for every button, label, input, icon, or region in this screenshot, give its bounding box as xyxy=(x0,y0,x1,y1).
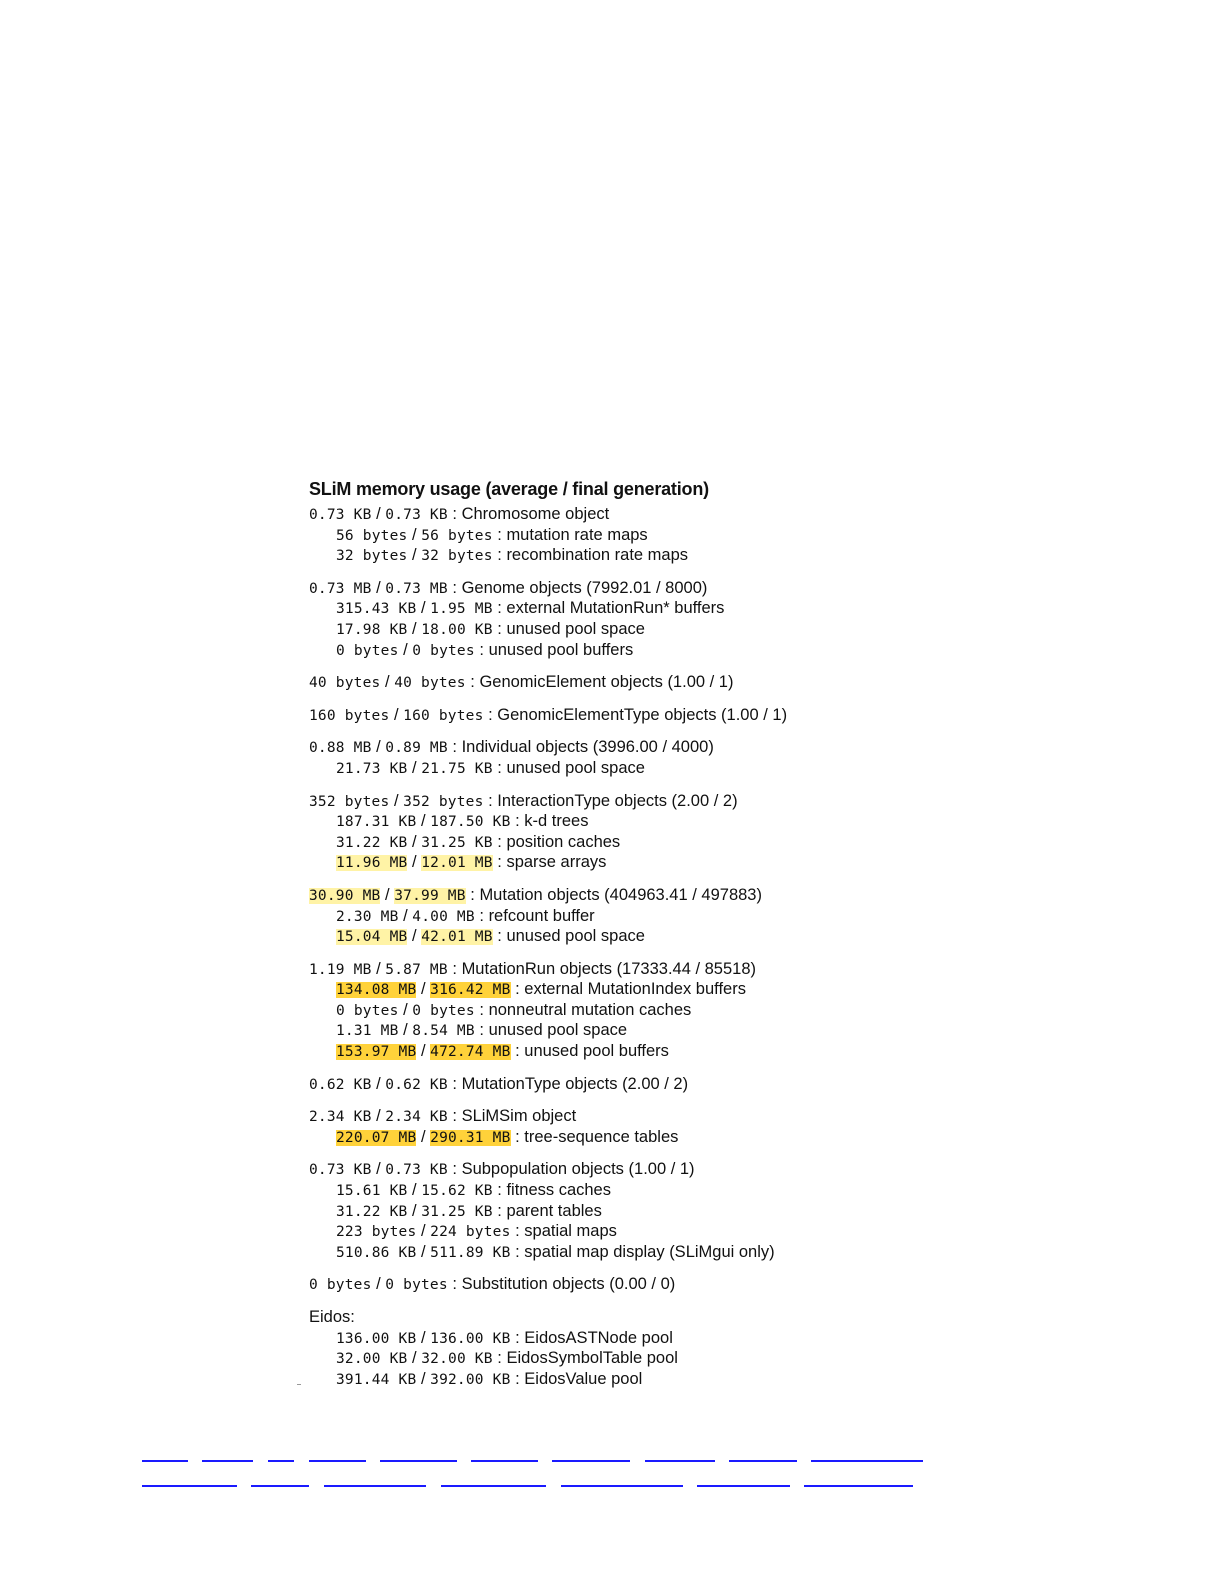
memory-line xyxy=(309,1074,909,1095)
average-value: 0 bytes xyxy=(336,1002,399,1019)
final-value: 42.01 MB xyxy=(421,929,493,946)
label-separator: : xyxy=(492,1349,507,1368)
final-value: 352 bytes xyxy=(403,793,484,810)
value-separator: / xyxy=(416,1222,431,1241)
label-separator: : xyxy=(483,705,498,724)
footer-link[interactable] xyxy=(811,1460,923,1462)
memory-group xyxy=(309,791,909,873)
memory-subline xyxy=(309,1041,909,1062)
average-value: 40 bytes xyxy=(309,675,381,692)
value-separator: / xyxy=(371,505,386,523)
memory-group xyxy=(309,672,909,693)
label-separator: : xyxy=(465,885,480,904)
final-value: 31.25 KB xyxy=(421,1203,493,1220)
final-value: 15.62 KB xyxy=(421,1183,493,1200)
value-separator: / xyxy=(389,791,404,810)
average-value: 0.88 MB xyxy=(309,740,372,757)
average-value: 0.73 KB xyxy=(309,1162,372,1179)
average-value: 153.97 MB xyxy=(336,1044,417,1061)
value-separator: / xyxy=(416,599,431,618)
memory-item-description: unused pool buffers xyxy=(524,1042,669,1061)
memory-item-description: EidosValue pool xyxy=(524,1369,643,1388)
memory-item-description: external MutationRun* buffers xyxy=(506,599,725,618)
memory-item-description: unused pool space xyxy=(506,619,645,638)
footer-link[interactable] xyxy=(804,1485,913,1487)
footer-link[interactable] xyxy=(441,1485,546,1487)
memory-subline xyxy=(309,1369,909,1390)
value-separator: / xyxy=(371,1275,386,1294)
footer-link[interactable] xyxy=(324,1485,426,1487)
label-separator: : xyxy=(447,738,462,757)
memory-group xyxy=(309,959,909,1062)
final-value: 4.00 MB xyxy=(412,908,475,925)
memory-item-description: sparse arrays xyxy=(506,853,607,872)
memory-subline xyxy=(309,1221,909,1242)
memory-line xyxy=(309,737,909,758)
value-separator: / xyxy=(416,1242,431,1261)
memory-item-description: parent tables xyxy=(506,1201,602,1220)
average-value: 391.44 KB xyxy=(336,1371,417,1388)
value-separator: / xyxy=(371,959,386,978)
memory-line xyxy=(309,504,909,525)
footer-link[interactable] xyxy=(645,1460,715,1462)
final-value: 8.54 MB xyxy=(412,1023,475,1040)
label-separator: : xyxy=(492,1181,507,1200)
memory-item-description: recombination rate maps xyxy=(506,546,689,565)
memory-subline xyxy=(309,619,909,640)
value-separator: / xyxy=(407,927,422,946)
value-separator: / xyxy=(416,980,431,999)
label-separator: : xyxy=(474,640,489,659)
memory-item-description: mutation rate maps xyxy=(506,525,648,544)
label-separator: : xyxy=(465,673,480,692)
memory-item-description: MutationRun objects (17333.44 / 85518) xyxy=(461,959,757,978)
footer-link[interactable] xyxy=(268,1460,294,1462)
label-separator: : xyxy=(510,1242,525,1261)
value-separator: / xyxy=(407,546,422,565)
average-value: 1.31 MB xyxy=(336,1023,399,1040)
average-value: 0 bytes xyxy=(309,1277,372,1294)
label-separator: : xyxy=(510,1328,525,1347)
label-separator: : xyxy=(510,980,525,999)
memory-item-description: GenomicElementType objects (1.00 / 1) xyxy=(497,705,788,724)
label-separator: : xyxy=(492,546,507,565)
memory-item-description: external MutationIndex buffers xyxy=(524,980,746,999)
label-separator: : xyxy=(474,906,489,925)
final-value: 160 bytes xyxy=(403,707,484,724)
final-value: 0 bytes xyxy=(385,1277,448,1294)
memory-subline xyxy=(309,1020,909,1041)
average-value: 1.19 MB xyxy=(309,961,372,978)
memory-subline xyxy=(309,906,909,927)
average-value: 15.61 KB xyxy=(336,1183,408,1200)
average-value: 0 bytes xyxy=(336,642,399,659)
label-separator: : xyxy=(510,1222,525,1241)
label-separator: : xyxy=(492,599,507,618)
average-value: 187.31 KB xyxy=(336,814,417,831)
final-value: 21.75 KB xyxy=(421,760,493,777)
label-separator: : xyxy=(510,1127,525,1146)
value-separator: / xyxy=(407,1201,422,1220)
memory-line xyxy=(309,578,909,599)
final-value: 136.00 KB xyxy=(430,1330,511,1347)
final-value: 2.34 KB xyxy=(385,1109,448,1126)
memory-subline xyxy=(309,525,909,546)
value-separator: / xyxy=(416,1369,431,1388)
footer-link[interactable] xyxy=(729,1460,797,1462)
memory-item-description: unused pool space xyxy=(488,1021,628,1040)
average-value: 220.07 MB xyxy=(336,1129,417,1146)
memory-item-description: GenomicElement objects (1.00 / 1) xyxy=(479,673,734,692)
memory-group xyxy=(309,578,909,660)
memory-subline xyxy=(309,598,909,619)
value-separator: / xyxy=(416,1127,431,1146)
average-value: 0.73 KB xyxy=(309,507,372,523)
final-value: 316.42 MB xyxy=(430,982,511,999)
label-separator: : xyxy=(510,812,525,831)
memory-item-description: Substitution objects (0.00 / 0) xyxy=(461,1275,676,1294)
final-value: 12.01 MB xyxy=(421,855,493,872)
average-value: 352 bytes xyxy=(309,793,390,810)
final-value: 0.89 MB xyxy=(385,740,448,757)
memory-group xyxy=(309,1274,909,1295)
memory-subline xyxy=(309,811,909,832)
memory-item-description: spatial maps xyxy=(524,1222,617,1241)
final-value: 56 bytes xyxy=(421,527,493,544)
average-value: 15.04 MB xyxy=(336,929,408,946)
final-value: 0 bytes xyxy=(412,642,475,659)
memory-item-description: unused pool space xyxy=(506,927,645,946)
label-separator: : xyxy=(492,832,507,851)
average-value: 21.73 KB xyxy=(336,760,408,777)
final-value: 0.73 MB xyxy=(385,580,448,597)
value-separator: / xyxy=(407,1349,422,1368)
memory-item-description: refcount buffer xyxy=(488,906,595,925)
average-value: 0.73 MB xyxy=(309,580,372,597)
label-separator: : xyxy=(483,791,498,810)
memory-subline xyxy=(309,1180,909,1201)
average-value: 315.43 KB xyxy=(336,601,417,618)
memory-item-description: Genome objects (7992.01 / 8000) xyxy=(461,578,708,597)
memory-item-description: Individual objects (3996.00 / 4000) xyxy=(461,738,714,757)
eidos-group xyxy=(309,1307,909,1389)
footer-link[interactable] xyxy=(380,1460,457,1462)
memory-subline xyxy=(309,1127,909,1148)
average-value: 160 bytes xyxy=(309,707,390,724)
average-value: 32 bytes xyxy=(336,548,408,565)
label-separator: : xyxy=(447,578,462,597)
value-separator: / xyxy=(371,1107,386,1126)
memory-item-description: Subpopulation objects (1.00 / 1) xyxy=(461,1160,695,1179)
memory-subline xyxy=(309,832,909,853)
average-value: 2.34 KB xyxy=(309,1109,372,1126)
memory-group xyxy=(309,1159,909,1262)
footer-link[interactable] xyxy=(142,1485,237,1487)
memory-group xyxy=(309,737,909,778)
label-separator: : xyxy=(492,927,507,946)
memory-group xyxy=(309,705,909,726)
memory-line xyxy=(309,1274,909,1295)
footer-link[interactable] xyxy=(471,1460,538,1462)
memory-item-description: k-d trees xyxy=(524,812,589,831)
value-separator: / xyxy=(398,640,413,659)
memory-item-description: SLiMSim object xyxy=(461,1107,577,1126)
value-separator: / xyxy=(380,673,395,692)
memory-subline xyxy=(309,640,909,661)
memory-line xyxy=(309,791,909,812)
value-separator: / xyxy=(371,1074,386,1093)
average-value: 510.86 KB xyxy=(336,1244,417,1261)
memory-group xyxy=(309,885,909,947)
page-mark xyxy=(297,1384,301,1385)
memory-item-description: InteractionType objects (2.00 / 2) xyxy=(497,791,738,810)
eidos-lines xyxy=(309,1328,909,1390)
memory-item-description: EidosASTNode pool xyxy=(524,1328,673,1347)
final-value: 0 bytes xyxy=(412,1002,475,1019)
label-separator: : xyxy=(492,525,507,544)
memory-item-description: unused pool buffers xyxy=(488,640,634,659)
memory-item-description: unused pool space xyxy=(506,758,645,777)
memory-item-description: position caches xyxy=(506,832,621,851)
value-separator: / xyxy=(416,1042,431,1061)
final-value: 31.25 KB xyxy=(421,834,493,851)
label-separator: : xyxy=(447,1275,462,1294)
final-value: 1.95 MB xyxy=(430,601,493,618)
label-separator: : xyxy=(447,1160,462,1179)
final-value: 40 bytes xyxy=(394,675,466,692)
memory-line xyxy=(309,1159,909,1180)
value-separator: / xyxy=(407,1181,422,1200)
report-title: SLiM memory usage (average / final generation) xyxy=(309,479,709,499)
memory-item-description: fitness caches xyxy=(506,1181,611,1200)
label-separator: : xyxy=(492,853,507,872)
value-separator: / xyxy=(416,812,431,831)
value-separator: / xyxy=(389,705,404,724)
memory-subline xyxy=(309,758,909,779)
average-value: 0.62 KB xyxy=(309,1076,372,1093)
final-value: 18.00 KB xyxy=(421,621,493,638)
final-value: 224 bytes xyxy=(430,1224,511,1241)
final-value: 0.73 KB xyxy=(385,1162,448,1179)
memory-line xyxy=(309,959,909,980)
average-value: 2.30 MB xyxy=(336,908,399,925)
memory-subline xyxy=(309,926,909,947)
label-separator: : xyxy=(474,1021,489,1040)
final-value: 511.89 KB xyxy=(430,1244,511,1261)
footer-link[interactable] xyxy=(309,1460,366,1462)
footer-link[interactable] xyxy=(697,1485,790,1487)
memory-report xyxy=(309,476,909,1401)
label-separator: : xyxy=(447,1107,462,1126)
eidos-label: Eidos: xyxy=(309,1308,355,1326)
value-separator: / xyxy=(371,578,386,597)
label-separator: : xyxy=(492,1201,507,1220)
memory-item-description: spatial map display (SLiMgui only) xyxy=(524,1242,775,1261)
memory-item-description: Chromosome object xyxy=(461,505,610,523)
memory-item-description: tree-sequence tables xyxy=(524,1127,679,1146)
final-value: 32 bytes xyxy=(421,548,493,565)
average-value: 134.08 MB xyxy=(336,982,417,999)
memory-item-description: MutationType objects (2.00 / 2) xyxy=(461,1074,689,1093)
average-value: 30.90 MB xyxy=(309,887,381,904)
average-value: 223 bytes xyxy=(336,1224,417,1241)
memory-subline xyxy=(309,979,909,1000)
value-separator: / xyxy=(398,1021,413,1040)
final-value: 37.99 MB xyxy=(394,887,466,904)
label-separator: : xyxy=(510,1042,525,1061)
value-separator: / xyxy=(407,525,422,544)
final-value: 0.62 KB xyxy=(385,1076,448,1093)
memory-item-description: Mutation objects (404963.41 / 497883) xyxy=(479,885,762,904)
footer-link[interactable] xyxy=(202,1460,253,1462)
memory-subline xyxy=(309,1242,909,1263)
footer-link[interactable] xyxy=(552,1460,630,1462)
final-value: 392.00 KB xyxy=(430,1371,511,1388)
value-separator: / xyxy=(380,885,395,904)
final-value: 0.73 KB xyxy=(385,507,448,523)
final-value: 472.74 MB xyxy=(430,1044,511,1061)
average-value: 31.22 KB xyxy=(336,834,408,851)
value-separator: / xyxy=(398,906,413,925)
average-value: 17.98 KB xyxy=(336,621,408,638)
value-separator: / xyxy=(407,853,422,872)
footer-link[interactable] xyxy=(142,1460,188,1462)
value-separator: / xyxy=(407,619,422,638)
value-separator: / xyxy=(407,758,422,777)
memory-line xyxy=(309,705,909,726)
average-value: 136.00 KB xyxy=(336,1330,417,1347)
value-separator: / xyxy=(416,1328,431,1347)
value-separator: / xyxy=(398,1000,413,1019)
memory-group xyxy=(309,1106,909,1147)
value-separator: / xyxy=(371,1160,386,1179)
label-separator: : xyxy=(447,1074,462,1093)
memory-item-description: EidosSymbolTable pool xyxy=(506,1349,678,1368)
report-groups xyxy=(309,504,909,1295)
label-separator: : xyxy=(492,758,507,777)
memory-subline xyxy=(309,1348,909,1369)
memory-subline xyxy=(309,1201,909,1222)
label-separator: : xyxy=(492,619,507,638)
value-separator: / xyxy=(371,738,386,757)
memory-subline xyxy=(309,1328,909,1349)
label-separator: : xyxy=(510,1369,525,1388)
memory-line xyxy=(309,672,909,693)
memory-subline xyxy=(309,852,909,873)
memory-group xyxy=(309,1074,909,1095)
average-value: 32.00 KB xyxy=(336,1351,408,1368)
label-separator: : xyxy=(447,505,462,523)
label-separator: : xyxy=(447,959,462,978)
footer-link[interactable] xyxy=(251,1485,309,1487)
average-value: 11.96 MB xyxy=(336,855,408,872)
average-value: 31.22 KB xyxy=(336,1203,408,1220)
value-separator: / xyxy=(407,832,422,851)
final-value: 290.31 MB xyxy=(430,1129,511,1146)
average-value: 56 bytes xyxy=(336,527,408,544)
memory-subline xyxy=(309,1000,909,1021)
memory-subline xyxy=(309,545,909,566)
memory-line xyxy=(309,1106,909,1127)
final-value: 5.87 MB xyxy=(385,961,448,978)
memory-line xyxy=(309,885,909,906)
footer-link[interactable] xyxy=(561,1485,683,1487)
final-value: 187.50 KB xyxy=(430,814,511,831)
final-value: 32.00 KB xyxy=(421,1351,493,1368)
memory-item-description: nonneutral mutation caches xyxy=(488,1000,692,1019)
memory-group xyxy=(309,504,909,566)
label-separator: : xyxy=(474,1000,489,1019)
